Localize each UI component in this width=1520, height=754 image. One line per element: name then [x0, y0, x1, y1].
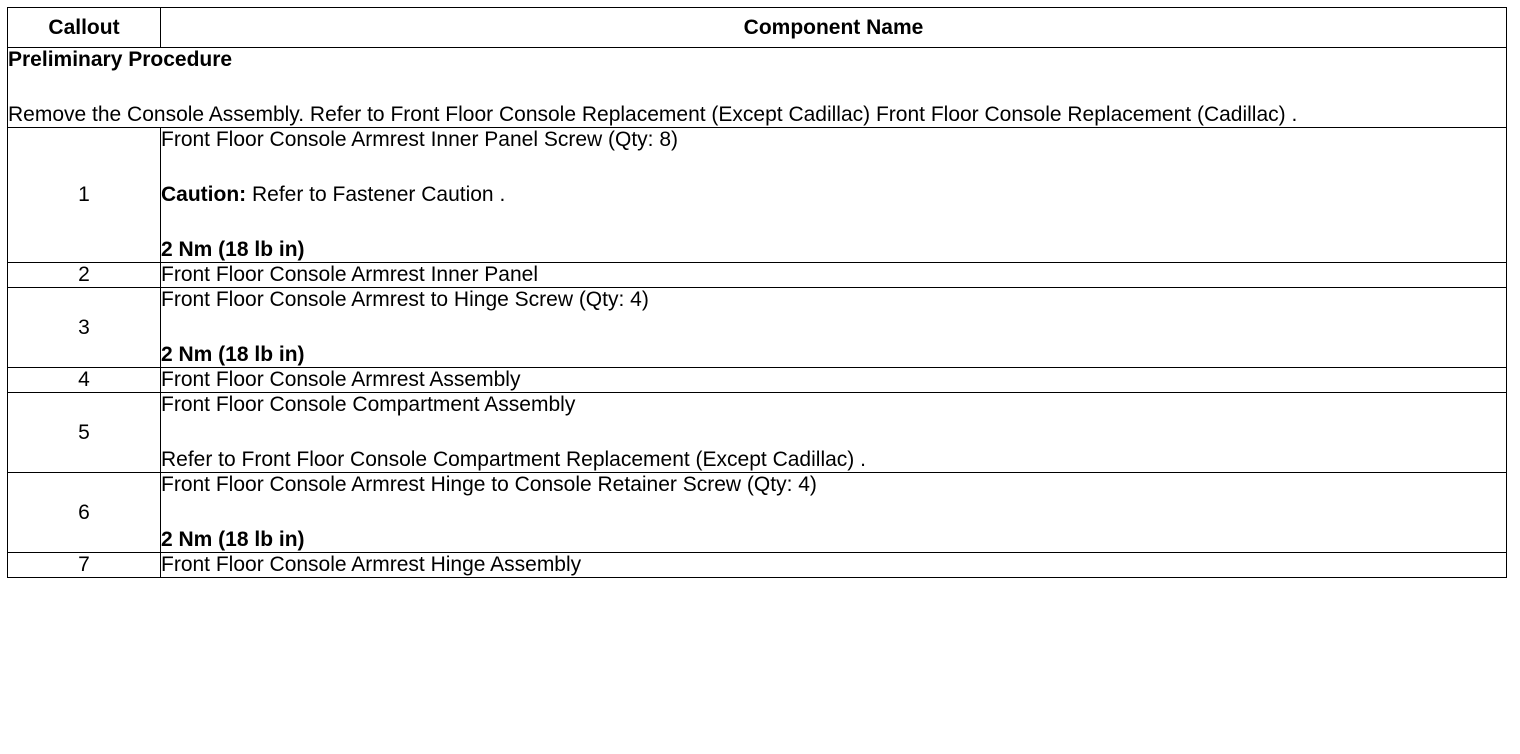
- component-name: Front Floor Console Armrest Hinge to Console Retainer Screw (Qty: 4): [161, 473, 817, 496]
- header-row: [8, 8, 1507, 48]
- callout-number: 7: [8, 553, 161, 578]
- table-row: [8, 553, 1507, 578]
- table-row: [8, 288, 1507, 368]
- caution-line: [161, 183, 1506, 207]
- component-cell: [161, 473, 1507, 553]
- caution-label: Caution:: [161, 183, 247, 206]
- component-cell: [161, 288, 1507, 368]
- component-name: Front Floor Console Armrest Assembly: [161, 368, 521, 391]
- callout-number: 4: [8, 368, 161, 393]
- callout-table: [7, 7, 1507, 578]
- preliminary-cell: [8, 48, 1507, 128]
- component-note: Refer to Front Floor Console Compartment Replacement (Except Cadillac) .: [161, 448, 866, 471]
- component-cell: [161, 553, 1507, 578]
- table-row: [8, 128, 1507, 263]
- table-row: [8, 393, 1507, 473]
- torque-spec: 2 Nm (18 lb in): [161, 528, 305, 551]
- component-name: Front Floor Console Armrest to Hinge Screw (Qty: 4): [161, 288, 649, 311]
- preliminary-row: [8, 48, 1507, 128]
- callout-number: 1: [8, 128, 161, 263]
- table-row: [8, 263, 1507, 288]
- component-cell: [161, 128, 1507, 263]
- table-row: [8, 368, 1507, 393]
- caution-text: Refer to Fastener Caution .: [246, 183, 506, 206]
- torque-spec: 2 Nm (18 lb in): [161, 238, 305, 261]
- component-cell: [161, 263, 1507, 288]
- preliminary-title: Preliminary Procedure: [8, 48, 233, 71]
- component-name: Front Floor Console Compartment Assembly: [161, 393, 576, 416]
- callout-number: 6: [8, 473, 161, 553]
- component-cell: [161, 393, 1507, 473]
- component-name: Front Floor Console Armrest Inner Panel Screw (Qty: 8): [161, 128, 679, 151]
- component-name: Front Floor Console Armrest Inner Panel: [161, 263, 538, 286]
- header-callout: Callout: [8, 8, 161, 48]
- callout-number: 5: [8, 393, 161, 473]
- torque-spec: 2 Nm (18 lb in): [161, 343, 305, 366]
- table-row: [8, 473, 1507, 553]
- callout-number: 3: [8, 288, 161, 368]
- component-cell: [161, 368, 1507, 393]
- component-name: Front Floor Console Armrest Hinge Assembly: [161, 553, 582, 576]
- preliminary-text: Remove the Console Assembly. Refer to Front Floor Console Replacement (Except Cadillac) Front Floor Console Replacement (Cadillac) .: [8, 103, 1298, 126]
- callout-number: 2: [8, 263, 161, 288]
- header-component-name: Component Name: [161, 8, 1507, 48]
